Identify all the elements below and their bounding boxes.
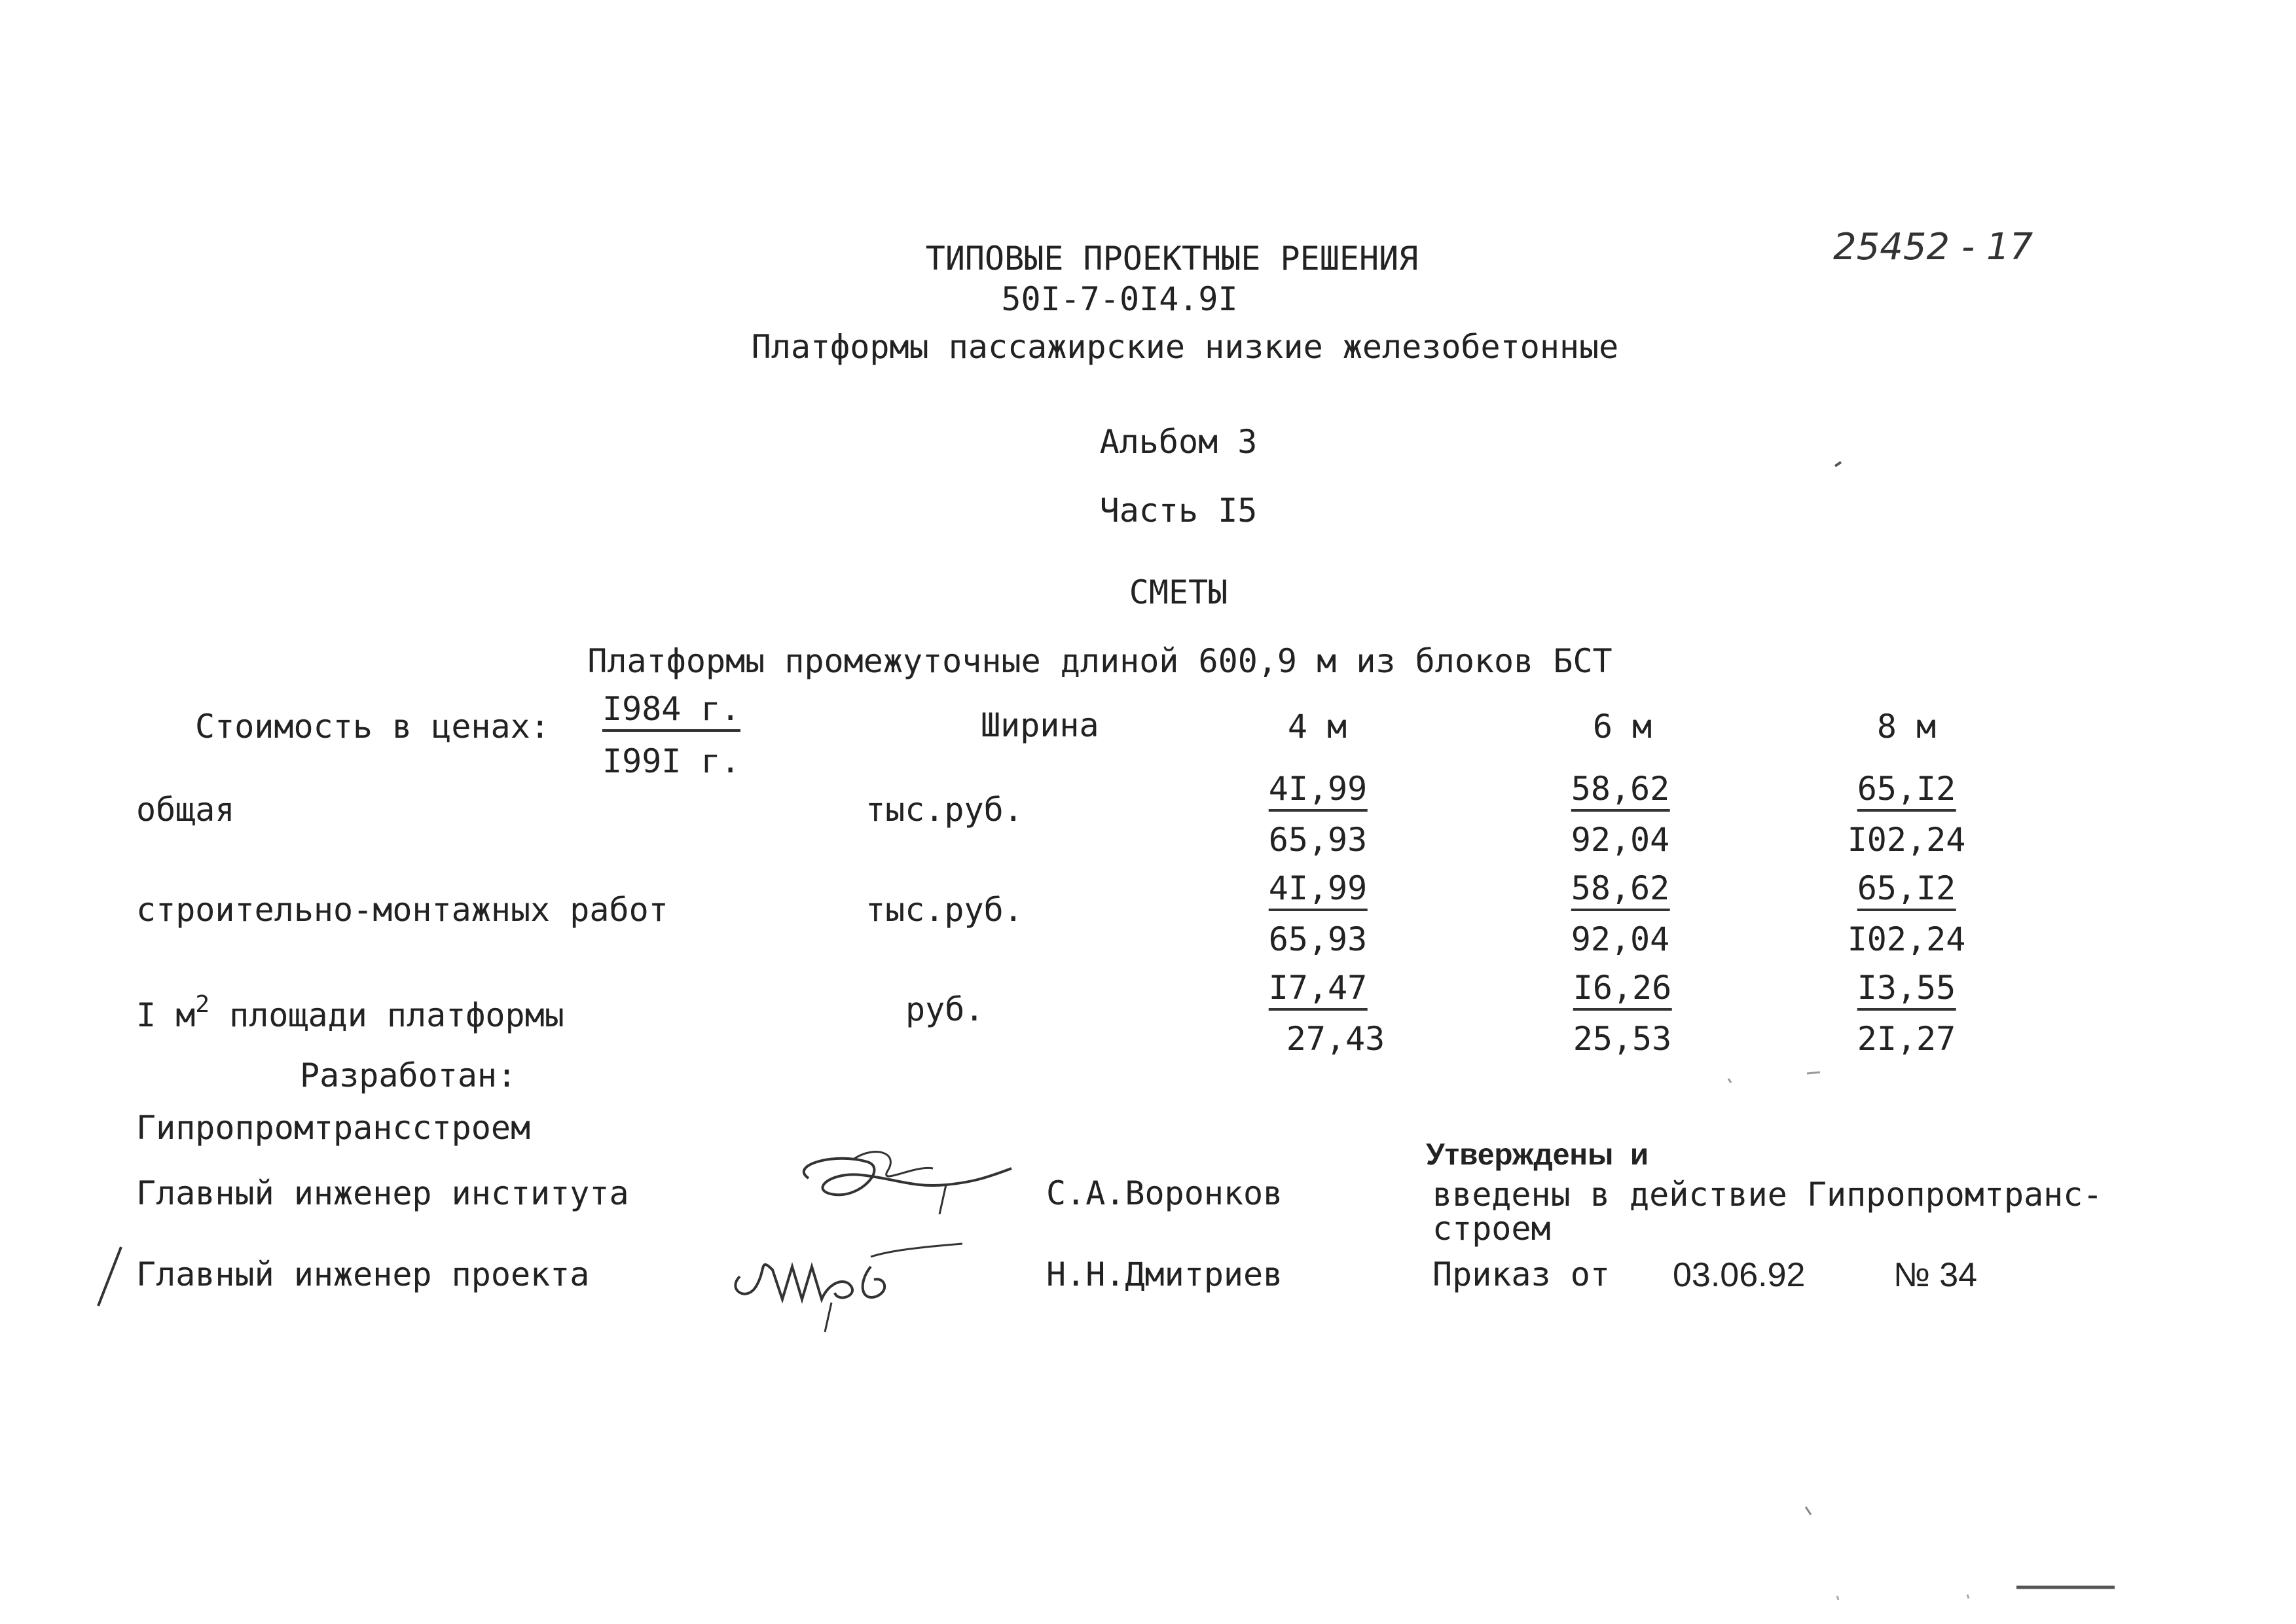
cell-value-top: 65,I2 (1857, 872, 1956, 911)
cell-value-bottom: 25,53 (1573, 1020, 1672, 1058)
year-bottom: I99I г. (602, 742, 740, 780)
order-number: № 34 (1893, 1256, 1978, 1294)
order-label: Приказ от (1432, 1255, 1610, 1293)
chief-project-label: Главный инженер проекта (136, 1255, 590, 1293)
cell-value-top: 58,62 (1571, 772, 1670, 812)
row-label-main: I м (136, 996, 196, 1034)
width-label: Ширина (981, 706, 1099, 744)
row-label: строительно-монтажных работ (136, 891, 668, 929)
album-label: Альбом 3 (1099, 423, 1258, 461)
document-title: ТИПОВЫЕ ПРОЕКТНЫЕ РЕШЕНИЯ (925, 240, 1419, 278)
cell-value-top: 58,62 (1571, 872, 1670, 911)
document-subtitle: Платформы пассажирские низкие железобетонные (751, 328, 1619, 366)
row-label-superscript: 2 (195, 991, 210, 1018)
column-header: 6 м (1592, 708, 1652, 746)
approval-line-1: введены в действие Гипропромтранс- (1432, 1176, 2103, 1214)
section-label: СМЕТЫ (1129, 573, 1228, 611)
chief-project-name: Н.Н.Дмитриев (1046, 1255, 1283, 1293)
column-header: 4 м (1287, 708, 1347, 746)
developer-organization: Гипропромтрансстроем (136, 1109, 531, 1147)
row-unit: тыс.руб. (866, 891, 1023, 929)
cell-value-top: 65,I2 (1857, 772, 1956, 812)
description-line: Платформы промежуточные длиной 600,9 м из блоков БСТ (587, 642, 1613, 680)
cost-label: Стоимость в ценах: (195, 708, 550, 746)
column-header: 8 м (1876, 708, 1937, 746)
cell-value-bottom: 27,43 (1286, 1020, 1385, 1058)
approval-line-2: строем (1432, 1210, 1551, 1248)
cell-value-bottom: 92,04 (1571, 920, 1670, 958)
chief-institute-name: С.А.Воронков (1046, 1174, 1283, 1212)
cell-value-bottom: 92,04 (1571, 821, 1670, 859)
cell-value-top: I3,55 (1857, 971, 1956, 1011)
cell-value-bottom: 2I,27 (1857, 1020, 1956, 1058)
developed-by-label: Разработан: (300, 1056, 517, 1094)
cell-value-bottom: 65,93 (1268, 920, 1368, 958)
approval-title: Утверждены и (1426, 1137, 1649, 1171)
document-code: 50I-7-0I4.9I (1001, 280, 1238, 318)
cell-value-bottom: I02,24 (1847, 920, 1966, 958)
cell-value-top: 4I,99 (1269, 772, 1368, 812)
cell-value-top: I7,47 (1269, 971, 1368, 1011)
row-unit: тыс.руб. (866, 791, 1023, 829)
cell-value-top: I6,26 (1573, 971, 1672, 1011)
chief-institute-label: Главный инженер института (136, 1174, 629, 1212)
cell-value-bottom: 65,93 (1268, 821, 1368, 859)
cell-value-top: 4I,99 (1269, 872, 1368, 911)
cell-value-bottom: I02,24 (1847, 821, 1966, 859)
row-label: общая (136, 791, 235, 829)
row-label-rest: площади платформы (210, 996, 564, 1034)
order-date: 03.06.92 (1673, 1256, 1806, 1294)
part-label: Часть I5 (1099, 492, 1258, 530)
document-number-handwritten: 25452 - 17 (1833, 226, 2033, 268)
year-top: I984 г. (602, 693, 740, 732)
row-unit: руб. (905, 990, 985, 1028)
